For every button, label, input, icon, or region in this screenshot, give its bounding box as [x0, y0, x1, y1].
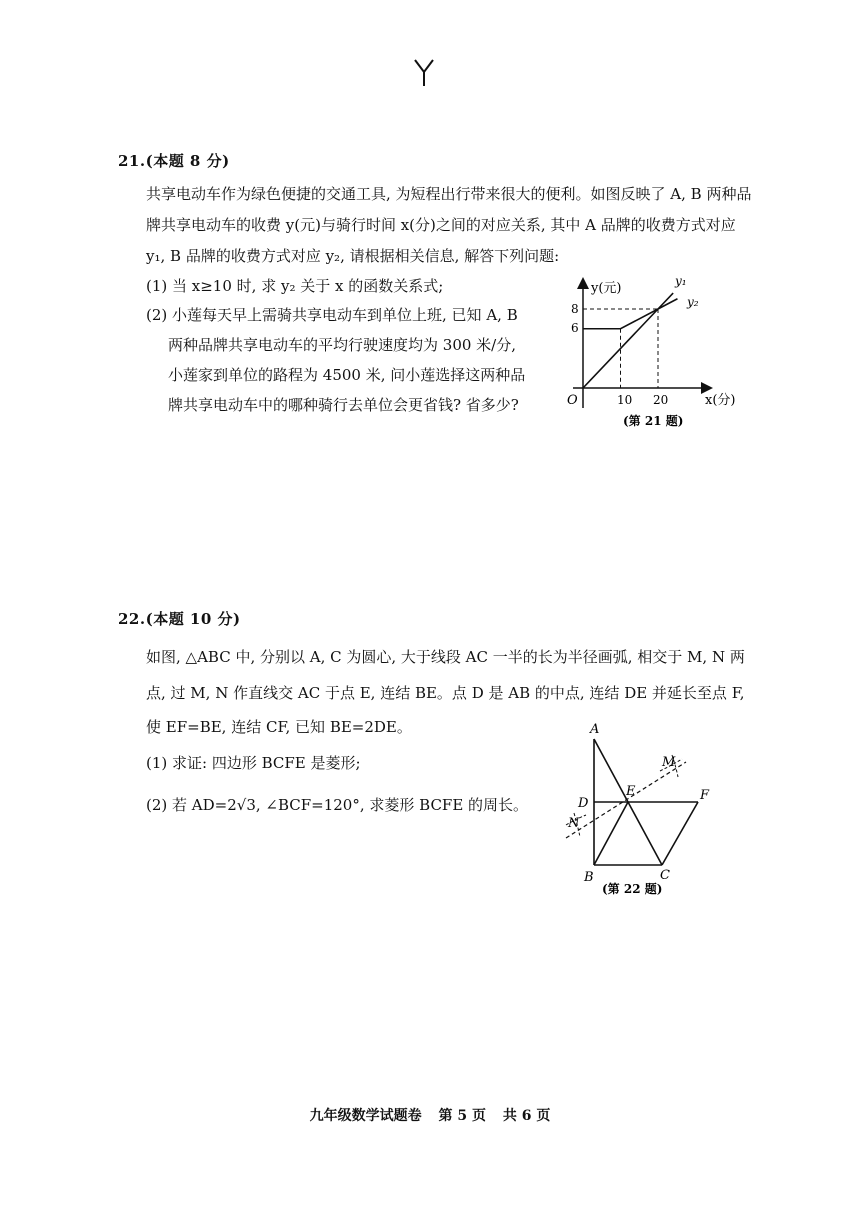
q22-part2: (2) 若 AD=2√3, ∠BCF=120°, 求菱形 BCFE 的周长。 — [146, 796, 529, 814]
y-axis-label: y(元) — [591, 281, 622, 296]
segment-be — [594, 802, 628, 865]
q22-intro-line-2: 点, 过 M, N 作直线交 AC 于点 E, 连结 BE。点 D 是 AB 的中点, 连结 DE 并延长至点 F, — [146, 684, 745, 702]
x-tick-10: 10 — [617, 393, 633, 407]
footer-page-total: 共 6 页 — [502, 1108, 551, 1124]
point-n-label: N — [568, 816, 580, 831]
q21-graph — [555, 268, 755, 438]
q21-points: (本题 8 分) — [145, 152, 230, 170]
q22-figure — [548, 715, 738, 900]
x-axis-label: x(分) — [705, 393, 736, 408]
q21-part2-line-1: (2) 小莲每天早上需骑共享电动车到单位上班, 已知 A, B — [146, 306, 518, 324]
q21-part2-line-4: 牌共享电动车中的哪种骑行去单位会更省钱? 省多少? — [168, 396, 519, 414]
figure22-caption: (第 22 题) — [602, 882, 663, 896]
y-tick-6: 6 — [571, 321, 579, 335]
point-f-label: F — [700, 788, 710, 803]
q22-intro-line-3: 使 EF=BE, 连结 CF, 已知 BE=2DE。 — [146, 718, 412, 736]
q21-part2-line-2: 两种品牌共享电动车的平均行驶速度均为 300 米/分, — [168, 336, 516, 354]
q21-part2-line-3: 小莲家到单位的路程为 4500 米, 问小莲选择这两种品 — [168, 366, 526, 384]
point-a-label: A — [590, 722, 600, 737]
q21-intro-line-2: 牌共享电动车的收费 y(元)与骑行时间 x(分)之间的对应关系, 其中 A 品牌的收费方式对应 — [146, 216, 736, 234]
y1-label: y₁ — [675, 274, 687, 288]
q21-part1: (1) 当 x≥10 时, 求 y₂ 关于 x 的函数关系式; — [146, 277, 444, 295]
footer-page-number: 第 5 页 — [438, 1108, 486, 1124]
q21-header — [118, 150, 230, 171]
q22-intro-line-1: 如图, △ABC 中, 分别以 A, C 为圆心, 大于线段 AC 一半的长为半径画弧, 相交于 M, N 两 — [146, 648, 745, 666]
q22-part1: (1) 求证: 四边形 BCFE 是菱形; — [146, 754, 361, 772]
x-tick-20: 20 — [653, 393, 669, 407]
figure21-caption: (第 21 题) — [623, 414, 684, 428]
q22-number: 22. — [118, 610, 146, 628]
q22-header — [118, 608, 241, 629]
segment-cf — [662, 802, 698, 865]
point-c-label: C — [660, 868, 670, 883]
q21-number: 21. — [118, 152, 146, 170]
y-tick-8: 8 — [571, 302, 579, 316]
point-b-label: B — [584, 870, 594, 885]
q22-points: (本题 10 分) — [145, 610, 241, 628]
q21-intro-line-1: 共享电动车作为绿色便捷的交通工具, 为短程出行带来很大的便利。如图反映了 A, B 两种品 — [146, 185, 752, 203]
binding-mark-icon — [412, 58, 436, 88]
origin-label: O — [567, 393, 578, 408]
page-footer — [0, 1105, 860, 1125]
y2-label: y₂ — [687, 295, 699, 309]
q21-intro-line-3: y₁, B 品牌的收费方式对应 y₂, 请根据相关信息, 解答下列问题: — [146, 247, 560, 265]
point-e-label: E — [626, 784, 636, 799]
footer-exam-title: 九年级数学试题卷 — [309, 1108, 422, 1124]
point-d-label: D — [578, 796, 589, 811]
point-m-label: M — [662, 755, 676, 770]
